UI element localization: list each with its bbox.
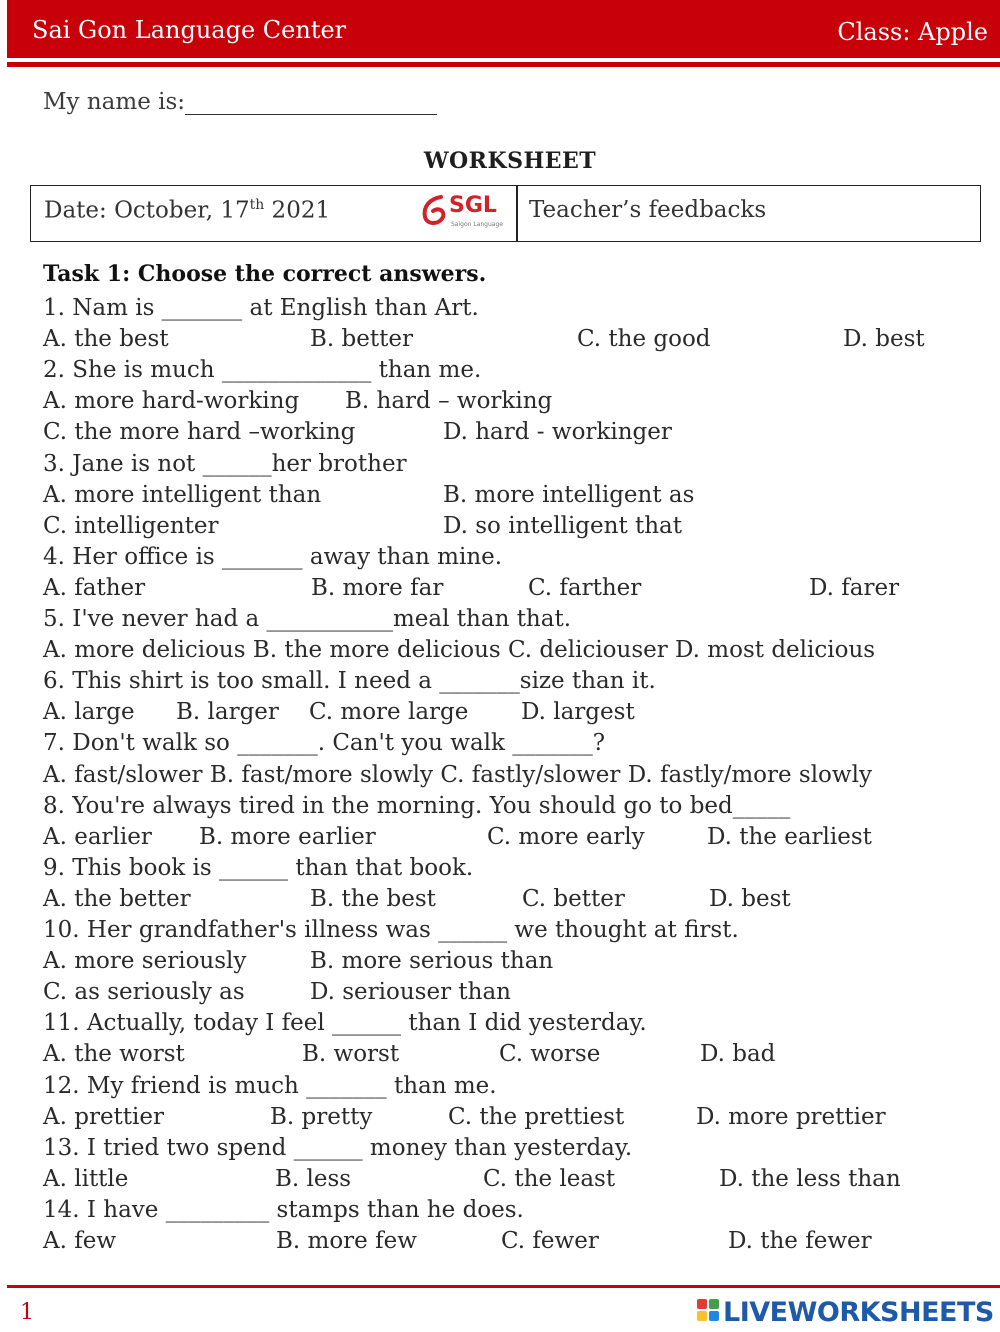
question-11: 11. Actually, today I feel ______ than I did yesterday. bbox=[43, 1010, 647, 1037]
sgl-logo bbox=[419, 191, 515, 231]
answer-option[interactable]: A. prettier bbox=[43, 1103, 165, 1130]
answer-option[interactable]: D. the fewer bbox=[728, 1228, 872, 1254]
answer-option[interactable]: A. earlier bbox=[43, 823, 152, 850]
page-number: 1 bbox=[20, 1300, 34, 1325]
question-13: 13. I tried two spend ______ money than yesterday. bbox=[43, 1134, 633, 1161]
answer-option[interactable]: B. better bbox=[310, 326, 413, 353]
liveworksheets-logo bbox=[697, 1297, 997, 1327]
answer-option[interactable]: B. pretty bbox=[270, 1103, 373, 1130]
answer-option[interactable]: D. best bbox=[709, 885, 791, 912]
name-label: My name is: bbox=[43, 89, 186, 115]
answer-option[interactable]: A. fast/slower B. fast/more slowly C. fastly/slower D. fastly/more slowly bbox=[43, 761, 872, 788]
answer-option[interactable]: B. less bbox=[275, 1165, 352, 1192]
info-box bbox=[30, 185, 981, 242]
header-divider bbox=[7, 62, 1000, 67]
answer-option[interactable]: A. father bbox=[43, 574, 146, 601]
question-4: 4. Her office is _______ away than mine. bbox=[43, 543, 503, 570]
header-bar bbox=[7, 0, 1000, 58]
answer-option[interactable]: B. hard – working bbox=[345, 388, 553, 415]
answer-option[interactable]: D. hard - workinger bbox=[443, 419, 672, 446]
question-10: 10. Her grandfather's illness was ______ we thought at first. bbox=[43, 917, 739, 943]
question-5: 5. I've never had a ___________meal than that. bbox=[43, 606, 572, 632]
name-row bbox=[43, 89, 437, 115]
answer-option[interactable]: A. more intelligent than bbox=[43, 481, 322, 508]
answer-option[interactable]: D. best bbox=[843, 326, 925, 353]
sgl-swirl-icon bbox=[419, 193, 451, 227]
question-6: 6. This shirt is too small. I need a _______size than it. bbox=[43, 668, 656, 695]
answer-option[interactable]: B. more earlier bbox=[199, 823, 376, 850]
footer-divider bbox=[7, 1285, 1000, 1288]
answer-option[interactable]: C. as seriously as bbox=[43, 979, 245, 1006]
answer-option[interactable]: D. so intelligent that bbox=[443, 512, 683, 539]
answer-option[interactable]: D. the earliest bbox=[707, 823, 872, 850]
answer-option[interactable]: D. bad bbox=[700, 1041, 776, 1068]
answer-option[interactable]: A. the best bbox=[43, 326, 169, 353]
liveworksheets-text: LIVEWORKSHEETS bbox=[723, 1297, 994, 1328]
page-title: WORKSHEET bbox=[423, 148, 597, 174]
question-8: 8. You're always tired in the morning. You should go to bed_____ bbox=[43, 792, 791, 819]
answer-option[interactable]: B. worst bbox=[302, 1041, 400, 1068]
answer-option[interactable]: B. the best bbox=[310, 885, 436, 912]
teacher-feedback-label: Teacher’s feedbacks bbox=[529, 197, 767, 223]
question-3: 3. Jane is not ______her brother bbox=[43, 450, 407, 477]
answer-option[interactable]: C. fewer bbox=[501, 1228, 599, 1254]
answer-option[interactable]: D. farer bbox=[809, 574, 900, 601]
task-title: Task 1: Choose the correct answers. bbox=[43, 261, 487, 287]
question-14: 14. I have _________ stamps than he does. bbox=[43, 1196, 524, 1223]
answer-option[interactable]: B. more serious than bbox=[310, 948, 554, 975]
answer-option[interactable]: B. more few bbox=[276, 1228, 417, 1254]
answer-option[interactable]: C. the prettiest bbox=[448, 1103, 625, 1130]
answer-option[interactable]: C. better bbox=[522, 885, 625, 912]
answer-option[interactable]: D. more prettier bbox=[696, 1103, 886, 1130]
question-9: 9. This book is ______ than that book. bbox=[43, 854, 474, 881]
answer-option[interactable]: B. larger bbox=[176, 699, 279, 726]
answer-option[interactable]: C. worse bbox=[499, 1041, 601, 1068]
class-label: Class: Apple bbox=[837, 18, 988, 46]
question-2: 2. She is much _____________ than me. bbox=[43, 357, 482, 384]
answer-option[interactable]: C. more early bbox=[487, 823, 645, 850]
answer-option[interactable]: B. more intelligent as bbox=[443, 481, 695, 508]
answer-option[interactable]: C. intelligenter bbox=[43, 512, 219, 539]
answer-option[interactable]: A. few bbox=[43, 1228, 117, 1254]
answer-option[interactable]: D. the less than bbox=[719, 1165, 901, 1192]
date-text: Date: October, 17th 2021 bbox=[44, 197, 331, 224]
question-12: 12. My friend is much _______ than me. bbox=[43, 1072, 497, 1099]
question-1: 1. Nam is _______ at English than Art. bbox=[43, 295, 479, 321]
name-blank[interactable] bbox=[185, 92, 437, 115]
center-name: Sai Gon Language Center bbox=[32, 16, 347, 44]
answer-option[interactable]: A. more delicious B. the more delicious C. deliciouser D. most delicious bbox=[43, 637, 876, 664]
logo-text: SGL bbox=[449, 193, 497, 218]
answer-option[interactable]: A. more hard-working bbox=[43, 388, 300, 415]
answer-option[interactable]: A. large bbox=[43, 699, 135, 726]
question-7: 7. Don't walk so _______. Can't you walk _______? bbox=[43, 730, 606, 757]
liveworksheets-grid-icon bbox=[697, 1299, 721, 1323]
answer-option[interactable]: A. the worst bbox=[43, 1041, 185, 1068]
answer-option[interactable]: C. the least bbox=[483, 1165, 616, 1192]
answer-option[interactable]: C. the good bbox=[577, 326, 711, 353]
answer-option[interactable]: A. more seriously bbox=[43, 948, 247, 975]
answer-option[interactable]: C. the more hard –working bbox=[43, 419, 356, 446]
answer-option[interactable]: B. more far bbox=[311, 574, 444, 601]
answer-option[interactable]: C. more large bbox=[309, 699, 469, 726]
answer-option[interactable]: D. seriouser than bbox=[310, 979, 511, 1006]
answer-option[interactable]: A. little bbox=[43, 1165, 129, 1192]
answer-option[interactable]: A. the better bbox=[43, 885, 191, 912]
answer-option[interactable]: D. largest bbox=[521, 699, 635, 726]
logo-subtext: Saigon Language bbox=[451, 221, 503, 228]
info-divider bbox=[516, 186, 518, 241]
answer-option[interactable]: C. farther bbox=[528, 574, 642, 601]
